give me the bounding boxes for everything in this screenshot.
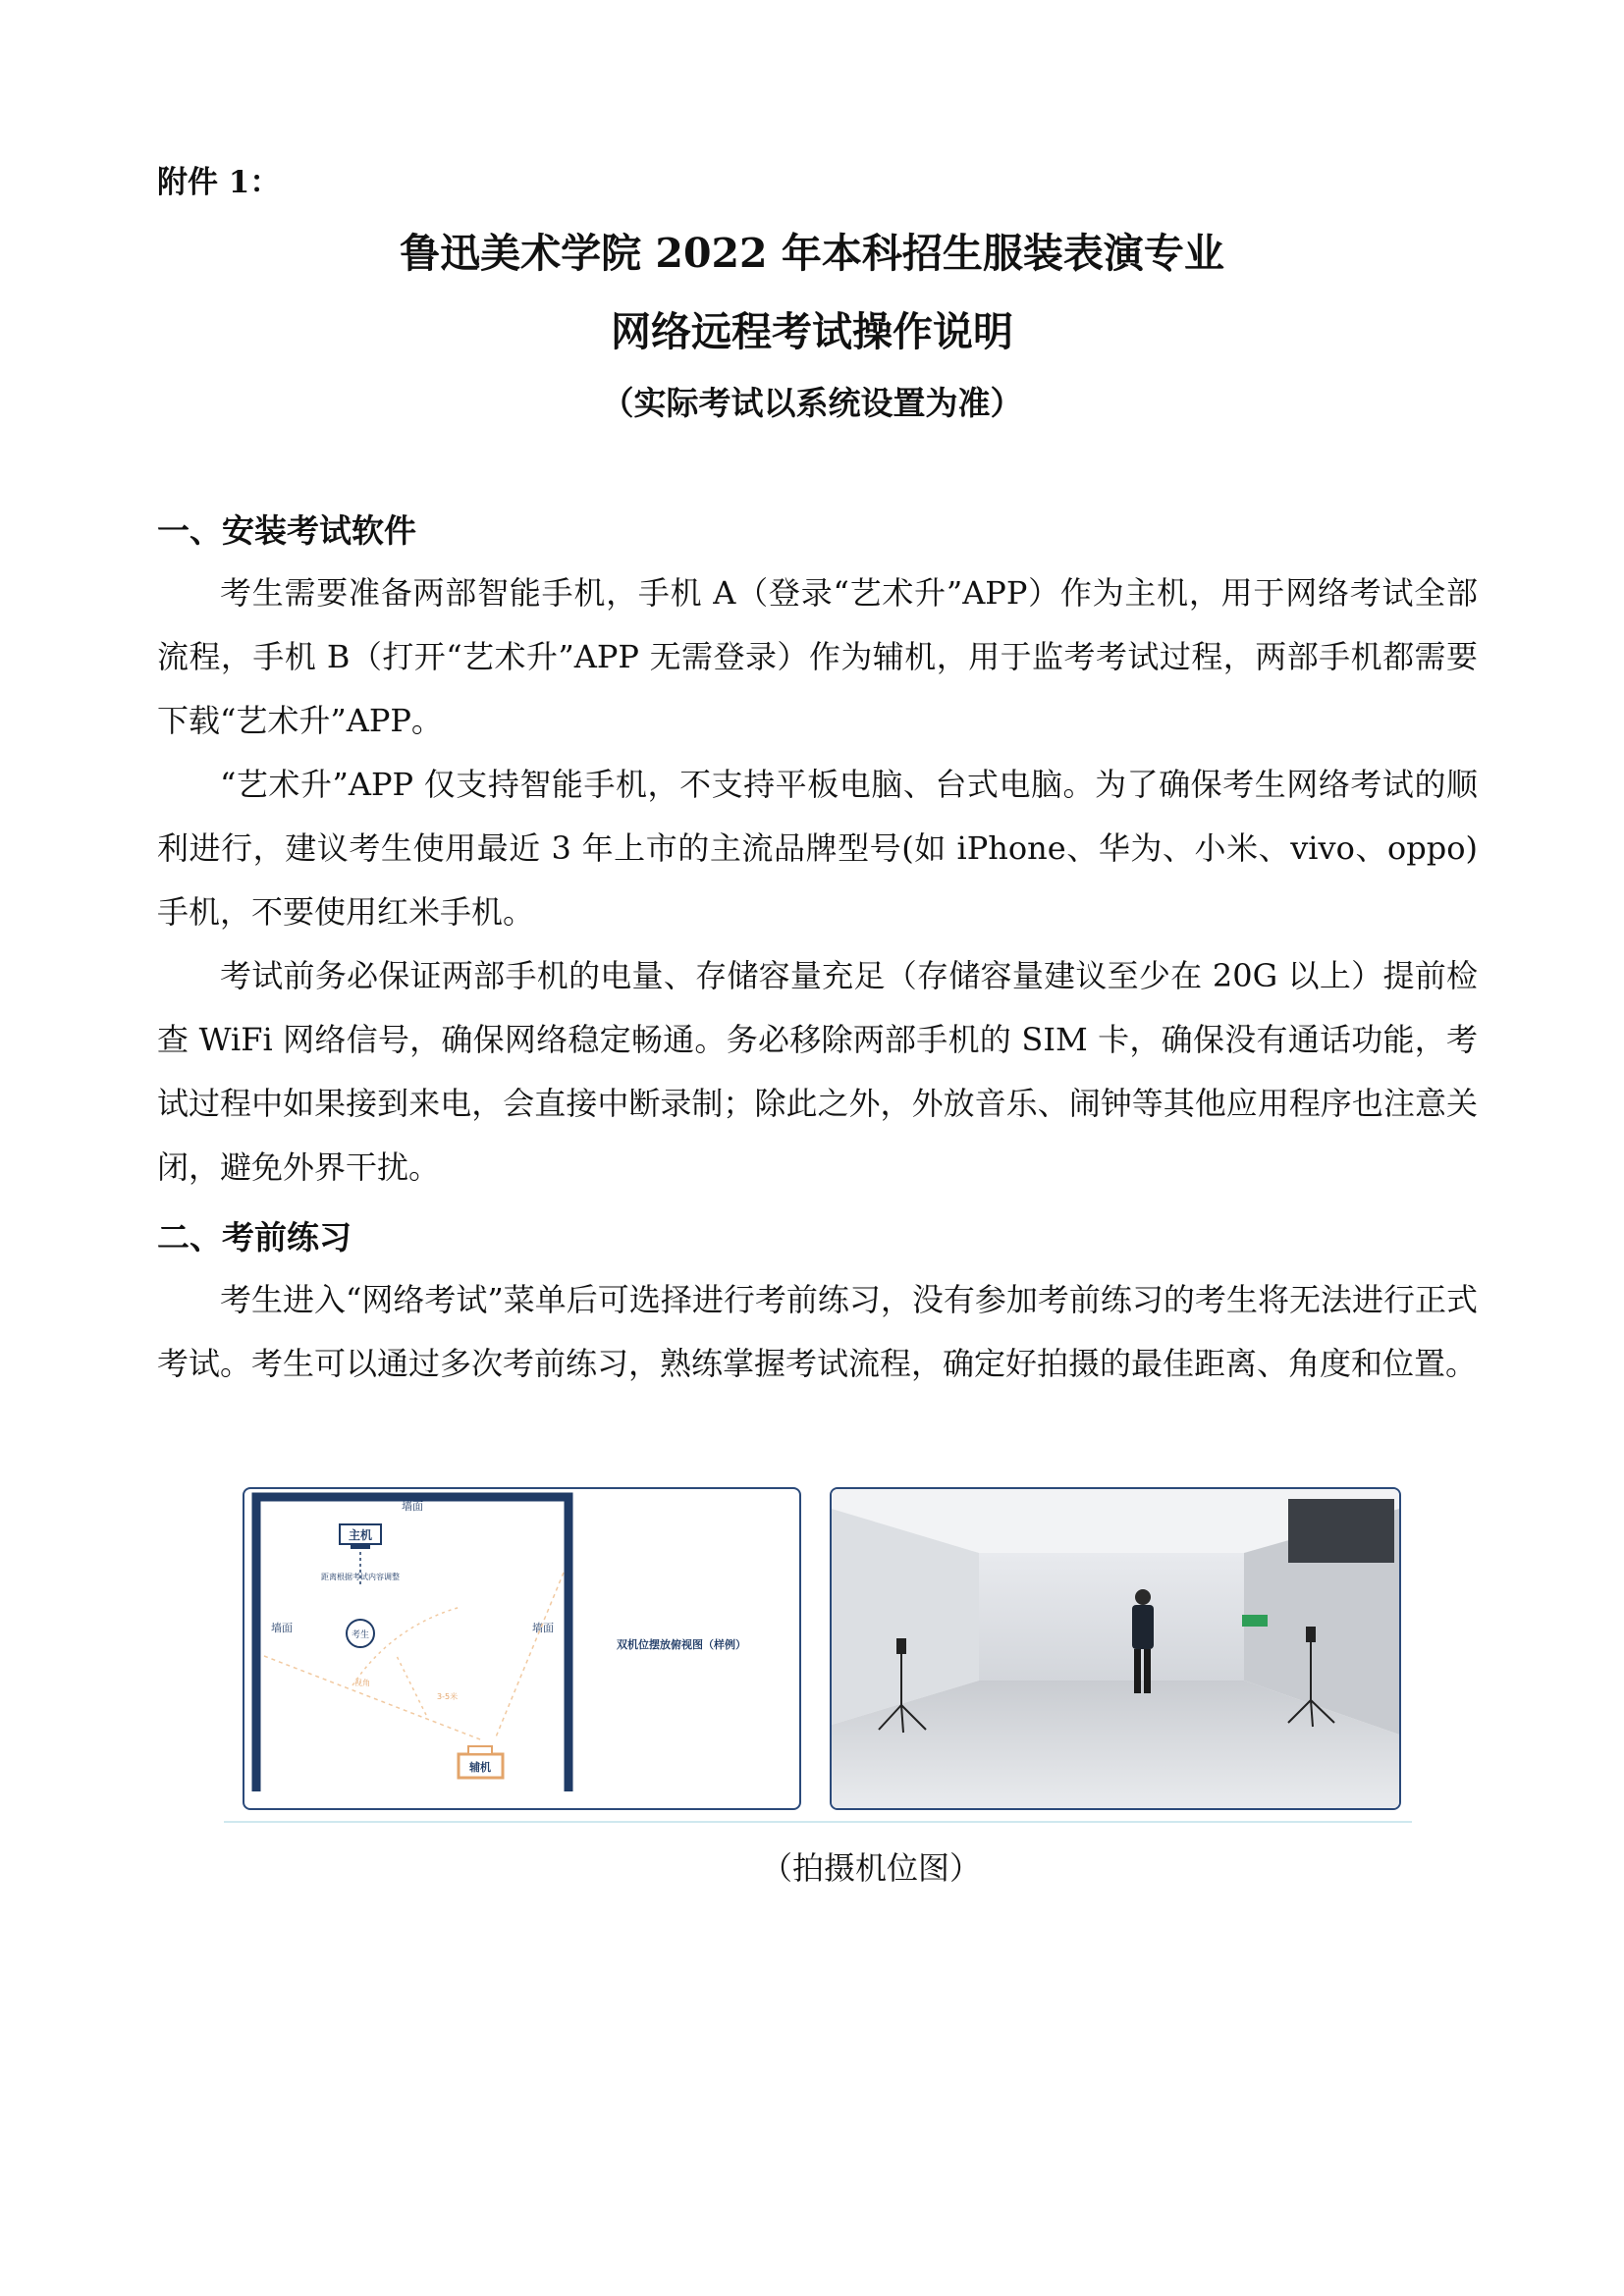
paragraph: 考生进入“网络考试”菜单后可选择进行考前练习，没有参加考前练习的考生将无法进行正式考试。考生可以通过多次考前练习，熟练掌握考试流程，确定好拍摄的最佳距离、角度和位置。 [157,1281,1478,1382]
room-walls [256,1497,568,1791]
exit-sign-icon [1242,1615,1268,1627]
aux-device-top [468,1746,492,1754]
wall-label-left: 墙面 [271,1622,293,1634]
back-wall [979,1553,1244,1681]
person-body [1132,1605,1154,1649]
paragraph: “艺术升”APP 仅支持智能手机，不支持平板电脑、台式电脑。为了确保考生网络考试的顺利进行，建议考生使用最近 3 年上市的主流品牌型号(如 iPhone、华为、小米、vivo、oppo)手机，不要使用红米手机。 [157,766,1478,931]
document-note: （实际考试以系统设置为准） [601,384,1023,422]
aux-device-label: 辅机 [469,1761,491,1774]
wall-label-top: 墙面 [402,1500,423,1513]
camera-layout-diagram-svg [244,1489,799,1808]
distance-arrow [397,1656,426,1715]
figure-caption: （拍摄机位图） [760,1849,981,1887]
candidate-label: 考生 [351,1630,370,1640]
person-head [1135,1589,1151,1605]
section-heading-practice: 二、考前练习 [157,1218,352,1256]
view-arc [352,1607,460,1685]
left-phone-icon [896,1638,906,1654]
section-heading-install: 一、安装考试软件 [157,511,416,550]
wall-label-right: 墙面 [532,1622,554,1634]
view-line-right [495,1573,564,1739]
document-subtitle: 网络远程考试操作说明 [611,308,1013,355]
caption-divider [224,1821,1412,1823]
right-phone-icon [1306,1627,1316,1642]
paragraph: 考试前务必保证两部手机的电量、存储容量充足（存储容量建议至少在 20G 以上）提前检查 WiFi 网络信号，确保网络稳定畅通。务必移除两部手机的 SIM 卡，确保没有通话功能，考试过程中如果接到来电，会直接中断录制；除此之外，外放音乐、闹钟等其他应用程序也注意关闭，避免外界干扰。 [157,957,1478,1186]
main-device-stand [351,1544,370,1549]
section-practice-body [157,1268,1478,1396]
person-leg-left [1134,1649,1141,1693]
attachment-label: 附件 1： [157,165,281,200]
main-device-label: 主机 [348,1528,373,1542]
section-install-body [157,561,1478,1200]
view-angle-label: 视角 [354,1679,370,1687]
diagram-legend: 双机位摆放俯视图（样例） [617,1638,746,1651]
distance-label: 3-5米 [437,1692,459,1701]
distance-note: 距离根据考试内容调整 [321,1573,400,1581]
camera-layout-diagram [243,1487,801,1810]
room-photo [830,1487,1401,1810]
document-title: 鲁迅美术学院 2022 年本科招生服装表演专业 [400,230,1224,277]
window-blind [1288,1499,1394,1563]
paragraph: 考生需要准备两部智能手机，手机 A（登录“艺术升”APP）作为主机，用于网络考试全部流程，手机 B（打开“艺术升”APP 无需登录）作为辅机，用于监考考试过程，两部手机都需要下载“艺术升”APP。 [157,574,1478,739]
person-leg-right [1144,1649,1151,1693]
room-photo-svg [832,1489,1399,1808]
